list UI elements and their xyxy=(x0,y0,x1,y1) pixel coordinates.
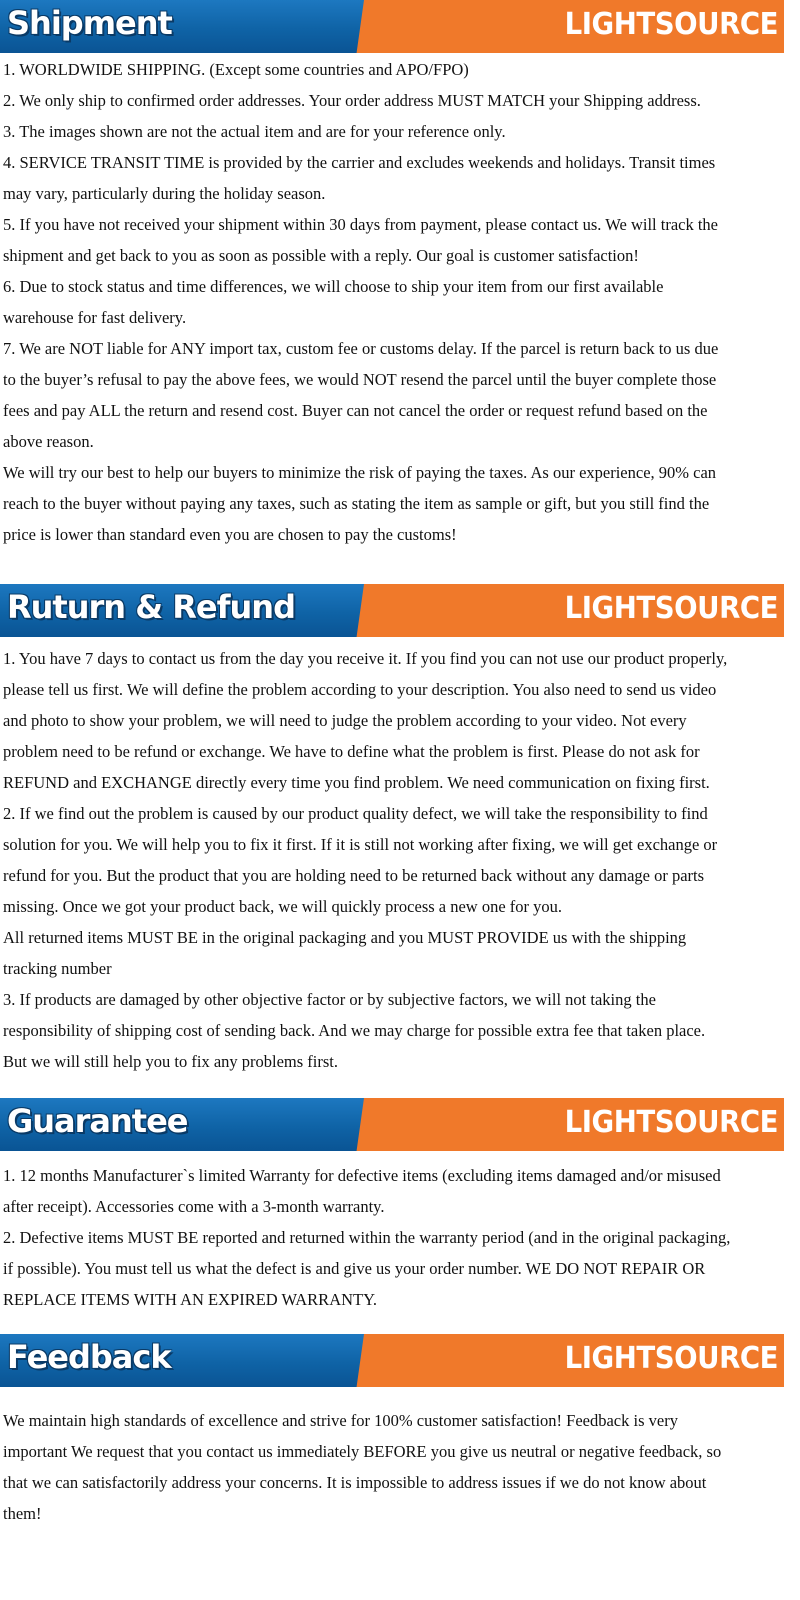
brand-logo-text: LIGHTSOURCE xyxy=(564,7,778,42)
feedback-title: Feedback xyxy=(7,1338,171,1376)
refund-line: REFUND and EXCHANGE directly every time you find problem. We need communication on fixing first. xyxy=(3,773,710,792)
shipment-line: 7. We are NOT liable for ANY import tax, custom fee or customs delay. If the parcel is return back to us due xyxy=(3,339,719,358)
brand-logo-text: LIGHTSOURCE xyxy=(564,1341,778,1376)
refund-line: problem need to be refund or exchange. We have to define what the problem is first. Please do not ask for xyxy=(3,742,700,761)
shipment-title: Shipment xyxy=(7,4,172,42)
refund-line: All returned items MUST BE in the original packaging and you MUST PROVIDE us with the shipping xyxy=(3,928,687,947)
feedback-line: that we can satisfactorily address your concerns. It is impossible to address issues if we do not know about xyxy=(3,1473,707,1492)
guarantee-line: if possible). You must tell us what the defect is and give us your order number. WE DO NOT REPAIR OR xyxy=(3,1259,706,1278)
guarantee-line: REPLACE ITEMS WITH AN EXPIRED WARRANTY. xyxy=(3,1290,378,1309)
refund-text xyxy=(3,643,783,1077)
shipment-line: We will try our best to help our buyers to minimize the risk of paying the taxes. As our experience, 90% can xyxy=(3,463,717,482)
brand-logo-text: LIGHTSOURCE xyxy=(564,1105,778,1140)
shipment-line: price is lower than standard even you are chosen to pay the customs! xyxy=(3,525,457,544)
shipment-line: shipment and get back to you as soon as possible with a reply. Our goal is customer satisfaction! xyxy=(3,246,639,265)
feedback-text xyxy=(3,1405,783,1529)
guarantee-line: after receipt). Accessories come with a 3-month warranty. xyxy=(3,1197,385,1216)
shipment-line: 5. If you have not received your shipment within 30 days from payment, please contact us. We will track the xyxy=(3,215,719,234)
shipment-line: 2. We only ship to confirmed order addresses. Your order address MUST MATCH your Shipping address. xyxy=(3,91,701,110)
shipment-line: above reason. xyxy=(3,432,94,451)
refund-line: But we will still help you to fix any problems first. xyxy=(3,1052,339,1071)
shipment-line: 1. WORLDWIDE SHIPPING. (Except some countries and APO/FPO) xyxy=(3,60,469,79)
shipment-text xyxy=(3,54,783,550)
refund-line: tracking number xyxy=(3,959,112,978)
shipment-line: to the buyer’s refusal to pay the above fees, we would NOT resend the parcel until the buyer complete those xyxy=(3,370,717,389)
feedback-line: them! xyxy=(3,1504,42,1523)
guarantee-banner xyxy=(0,1098,784,1151)
shipment-line: may vary, particularly during the holiday season. xyxy=(3,184,326,203)
feedback-banner xyxy=(0,1334,784,1387)
refund-line: responsibility of shipping cost of sending back. And we may charge for possible extra fee that taken place. xyxy=(3,1021,706,1040)
shipment-line: fees and pay ALL the return and resend cost. Buyer can not cancel the order or request refund based on the xyxy=(3,401,708,420)
refund-title: Ruturn & Refund xyxy=(7,588,295,626)
guarantee-title: Guarantee xyxy=(7,1102,188,1140)
refund-banner xyxy=(0,584,784,637)
feedback-line: We maintain high standards of excellence and strive for 100% customer satisfaction! Feedback is very xyxy=(3,1411,678,1430)
feedback-line: important We request that you contact us immediately BEFORE you give us neutral or negative feedback, so xyxy=(3,1442,722,1461)
shipment-line: warehouse for fast delivery. xyxy=(3,308,187,327)
refund-line: 3. If products are damaged by other objective factor or by subjective factors, we will not taking the xyxy=(3,990,656,1009)
guarantee-line: 2. Defective items MUST BE reported and returned within the warranty period (and in the original packaging, xyxy=(3,1228,731,1247)
shipment-line: 4. SERVICE TRANSIT TIME is provided by the carrier and excludes weekends and holidays. Transit times xyxy=(3,153,716,172)
refund-line: missing. Once we got your product back, we will quickly process a new one for you. xyxy=(3,897,563,916)
refund-line: refund for you. But the product that you are holding need to be returned back without any damage or parts xyxy=(3,866,705,885)
guarantee-line: 1. 12 months Manufacturer`s limited Warranty for defective items (excluding items damaged and/or misused xyxy=(3,1166,721,1185)
shipment-line: reach to the buyer without paying any taxes, such as stating the item as sample or gift, but you still find the xyxy=(3,494,710,513)
refund-line: solution for you. We will help you to fix it first. If it is still not working after fixing, we will get exchange or xyxy=(3,835,718,854)
guarantee-text xyxy=(3,1160,783,1315)
shipment-line: 3. The images shown are not the actual item and are for your reference only. xyxy=(3,122,506,141)
refund-line: and photo to show your problem, we will need to judge the problem according to your video. Not every xyxy=(3,711,687,730)
refund-line: please tell us first. We will define the problem according to your description. You also need to send us video xyxy=(3,680,717,699)
shipment-line: 6. Due to stock status and time differences, we will choose to ship your item from our first available xyxy=(3,277,664,296)
refund-line: 1. You have 7 days to contact us from the day you receive it. If you find you can not use our product properly, xyxy=(3,649,728,668)
shipment-banner xyxy=(0,0,784,53)
refund-line: 2. If we find out the problem is caused by our product quality defect, we will take the responsibility to find xyxy=(3,804,708,823)
brand-logo-text: LIGHTSOURCE xyxy=(564,591,778,626)
